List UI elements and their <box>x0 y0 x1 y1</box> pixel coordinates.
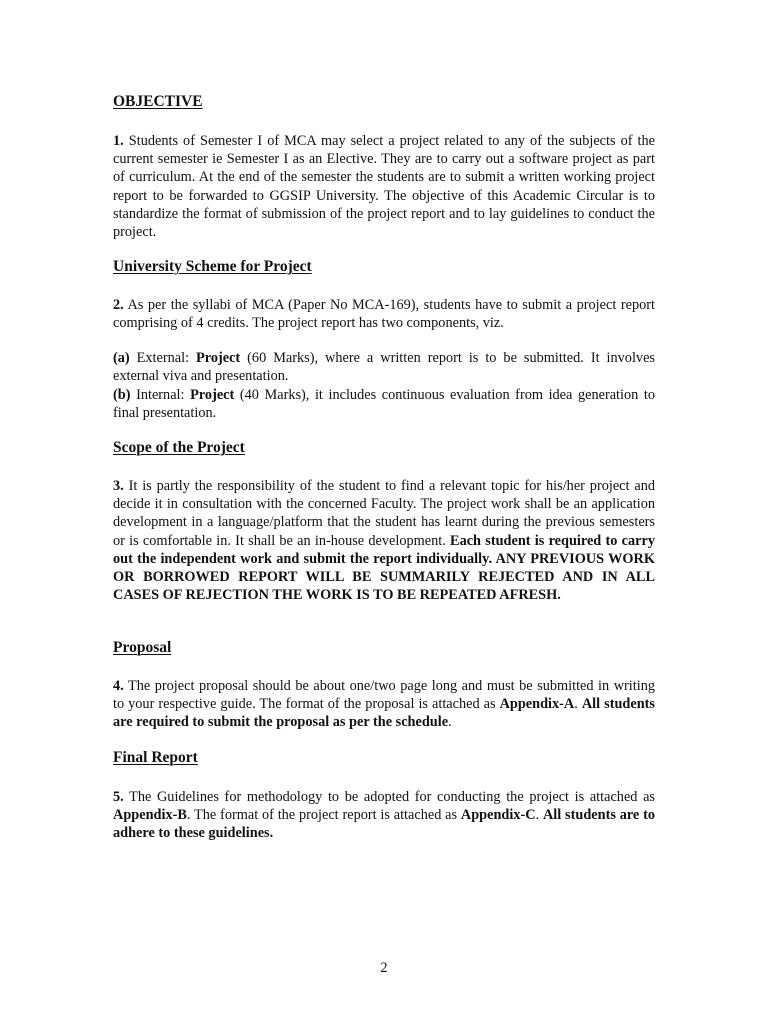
paragraph-1: 1. Students of Semester I of MCA may select a project related to any of the subjects of the current semester ie Semester I as an Elective. They are to carry out a software project as part of curriculum. At the end of the semester the students are to submit a written working project report to be forwarded to GGSIP University. The objective of this Academic Circular is to standardize the format of submission of the project report and to lay guidelines to conduct the project. <box>113 133 655 241</box>
document-page <box>113 0 655 1024</box>
paragraph-5: 5. The Guidelines for methodology to be adopted for conducting the project is attached as Appendix-B. The format of the project report is attached as Appendix-C. All students are to adhere to these guidelines. <box>113 789 655 842</box>
paragraph-2: 2. As per the syllabi of MCA (Paper No MCA-169), students have to submit a project report comprising of 4 credits. The project report has two components, viz. <box>113 297 655 332</box>
internal-component: (b) Internal: Project (40 Marks), it includes continuous evaluation from idea generation to final presentation. <box>113 387 656 422</box>
paragraph-number: 2. <box>113 297 124 313</box>
external-component: (a) External: Project (60 Marks), where a written report is to be submitted. It involves external viva and presentation. <box>113 350 655 385</box>
final-report-heading: Final Report <box>113 749 198 766</box>
university-scheme-heading: University Scheme for Project <box>113 258 312 275</box>
paragraph-number: 4. <box>113 678 124 694</box>
objective-heading: OBJECTIVE <box>113 93 203 110</box>
paragraph-number: 1. <box>113 133 124 149</box>
paragraph-3: 3. It is partly the responsibility of the student to find a relevant topic for his/her project and decide it in consultation with the concerned Faculty. The project work shall be an application development in a language/platform that the student has learnt during the previous semesters or is comfortable in. It shall be an in-house development. Each student is required to carry out the independent work and submit the report individually. ANY PREVIOUS WORK OR BORROWED REPORT WILL BE SUMMARILY REJECTED AND IN ALL CASES OF REJECTION THE WORK IS TO BE REPEATED AFRESH. <box>113 478 655 604</box>
scope-heading: Scope of the Project <box>113 439 245 456</box>
page-number: 2 <box>380 960 388 976</box>
proposal-heading: Proposal <box>113 639 172 656</box>
paragraph-number: 3. <box>113 478 124 494</box>
paragraph-4: 4. The project proposal should be about one/two page long and must be submitted in writing to your respective guide. The format of the proposal is attached as Appendix-A. All students are required to submit the proposal as per the schedule. <box>113 678 655 731</box>
paragraph-number: 5. <box>113 789 124 805</box>
